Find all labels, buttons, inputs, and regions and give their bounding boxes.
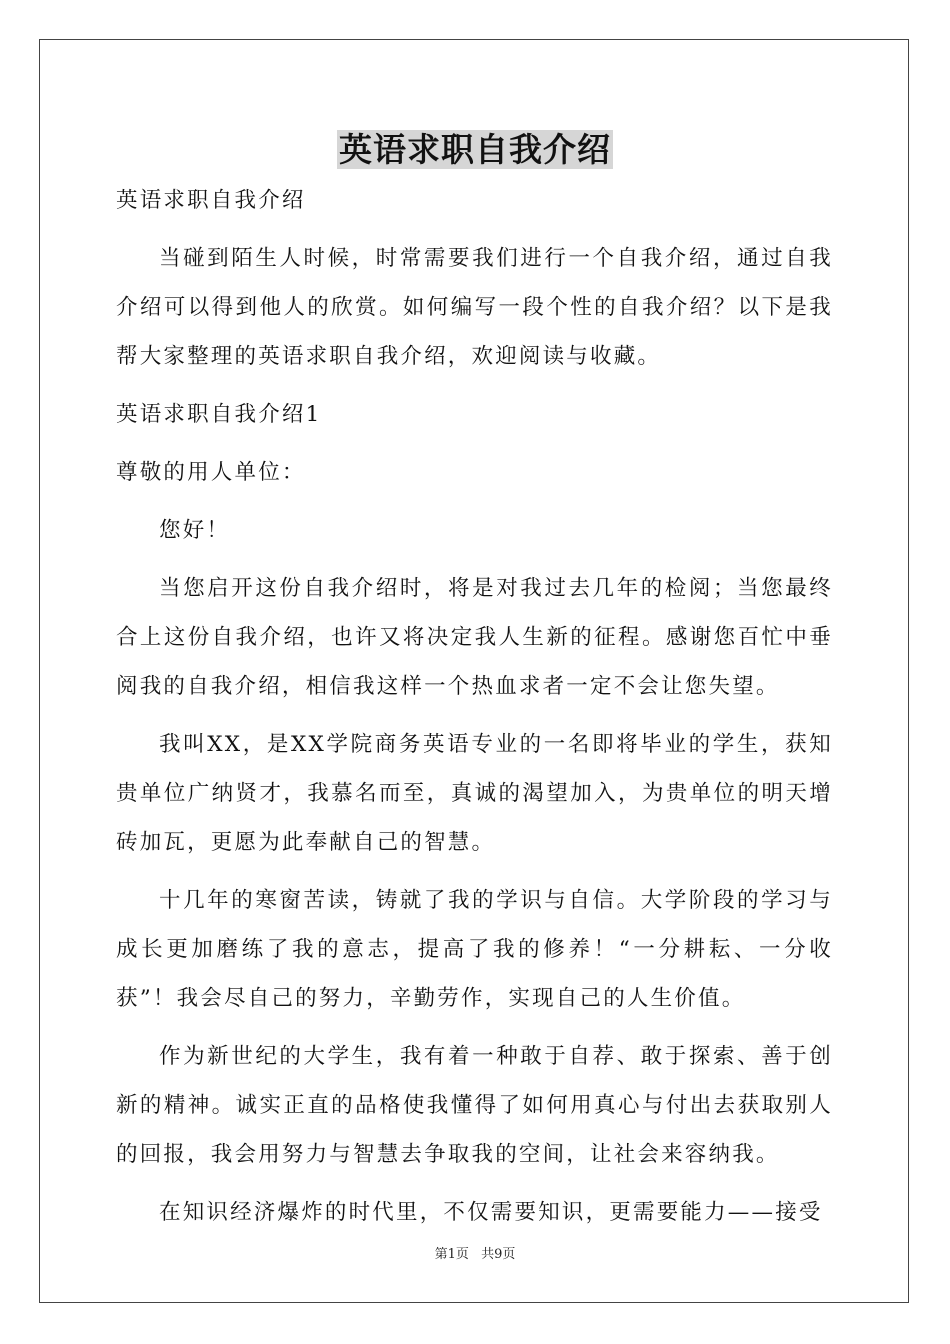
paragraph: 十几年的寒窗苦读，铸就了我的学识与自信。大学阶段的学习与成长更加磨练了我的意志，提高了我的修养！“一分耕耘、一分收获”！我会尽自己的努力，辛勤劳作，实现自己的人生价值。 [116, 888, 833, 1011]
page-footer [0, 1246, 950, 1264]
section-heading: 英语求职自我介绍1 [116, 402, 322, 427]
paragraph: 作为新世纪的大学生，我有着一种敢于自荐、敢于探索、善于创新的精神。诚实正直的品格使我懂得了如何用真心与付出去获取别人的回报，我会用努力与智慧去争取我的空间，让社会来容纳我。 [116, 1044, 833, 1167]
paragraph-salutation: 尊敬的用人单位： [116, 460, 306, 485]
paragraph: 我叫XX，是XX学院商务英语专业的一名即将毕业的学生，获知贵单位广纳贤才，我慕名而至，真诚的渴望加入，为贵单位的明天增砖加瓦，更愿为此奉献自己的智慧。 [116, 732, 833, 855]
paragraph-greeting: 您好！ [159, 518, 231, 543]
paragraph-subtitle: 英语求职自我介绍 [116, 188, 306, 213]
document-body [116, 176, 833, 1237]
document-title-text: 英语求职自我介绍 [339, 130, 611, 169]
document-title [0, 128, 950, 172]
page-total: 共9页 [481, 1247, 516, 1262]
paragraph: 在知识经济爆炸的时代里，不仅需要知识，更需要能力——接受 [159, 1200, 823, 1225]
paragraph: 当您启开这份自我介绍时，将是对我过去几年的检阅；当您最终合上这份自我介绍，也许又将决定我人生新的征程。感谢您百忙中垂阅我的自我介绍，相信我这样一个热血求者一定不会让您失望。 [116, 576, 833, 699]
paragraph-intro: 当碰到陌生人时候，时常需要我们进行一个自我介绍，通过自我介绍可以得到他人的欣赏。如何编写一段个性的自我介绍？以下是我帮大家整理的英语求职自我介绍，欢迎阅读与收藏。 [116, 246, 833, 369]
page-number: 第1页 [434, 1247, 469, 1262]
